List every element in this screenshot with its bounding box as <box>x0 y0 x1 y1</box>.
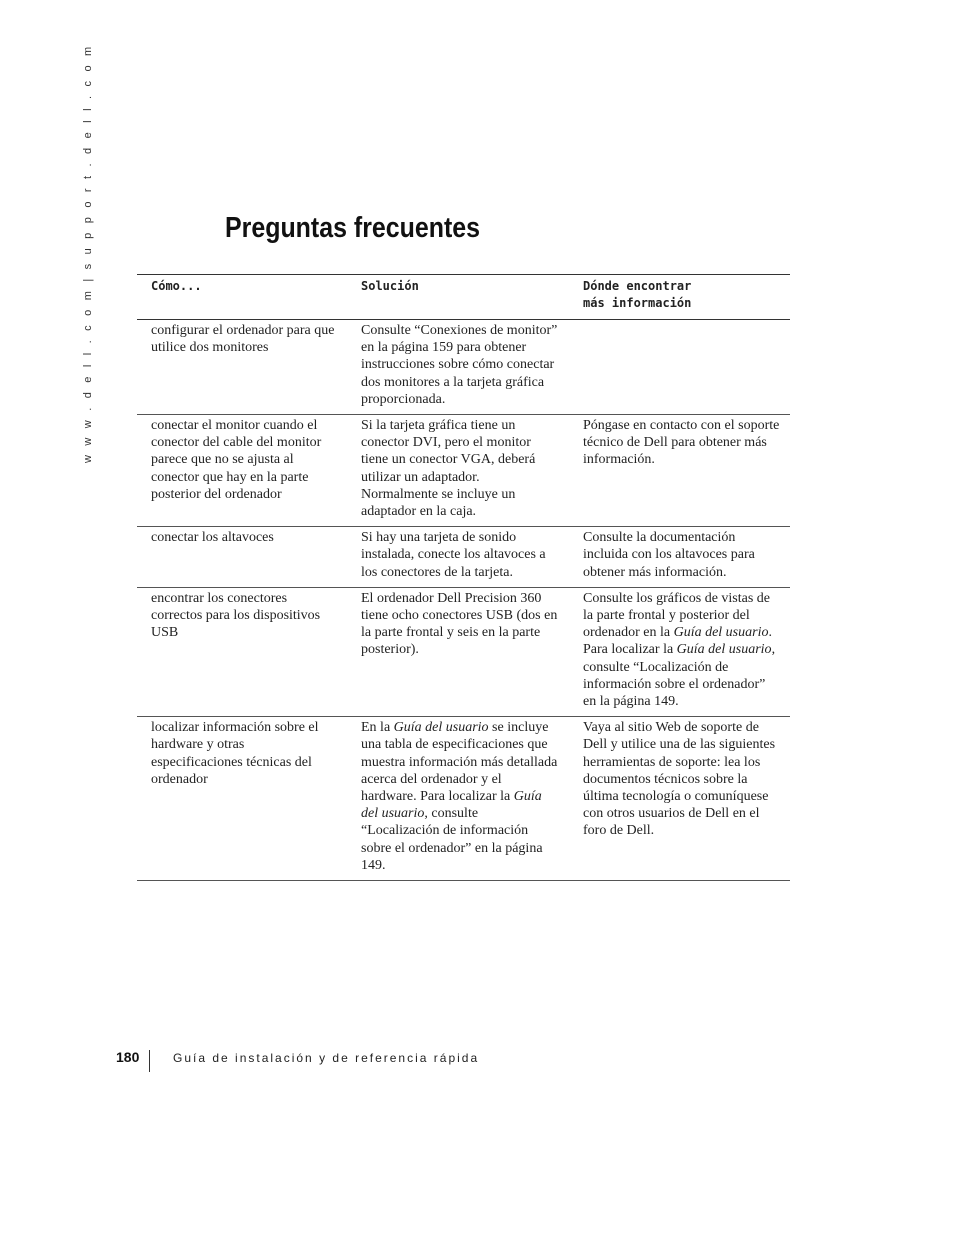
table-row <box>137 415 790 527</box>
text-run: , consulte “Localización de información sobre el ordenador” en la página 149. <box>361 806 543 873</box>
user-guide-ref: Guía del usuario <box>676 642 772 658</box>
cell-more-info <box>569 587 790 716</box>
faq-table <box>137 274 790 881</box>
page-title: Preguntas frecuentes <box>225 212 481 244</box>
column-header-solution: Solución <box>347 275 569 320</box>
cell-how: configurar el ordenador para que utilice dos monitores <box>137 320 347 415</box>
cell-more-info: Póngase en contacto con el soporte técnico de Dell para obtener más información. <box>569 415 790 527</box>
cell-more-info: Consulte la documentación incluida con los altavoces para obtener más información. <box>569 527 790 588</box>
side-url-text: w w w . d e l l . c o m | s u p p o r t . d e l l . c o m <box>82 43 94 463</box>
text-run: se incluye una tabla de especificaciones que muestra información más detallada acerca del ordenador y el hardware. Para localizar la <box>361 720 558 805</box>
text-run: Consulte los gráficos de vistas de la parte frontal y posterior del ordenador en la <box>583 590 771 641</box>
cell-solution <box>347 717 569 881</box>
table-header-row <box>137 275 790 320</box>
table-row <box>137 320 790 415</box>
footer-divider <box>149 1050 150 1072</box>
cell-how: conectar los altavoces <box>137 527 347 588</box>
text-run: , consulte “Localización de información sobre el ordenador” en la página 149. <box>583 642 776 710</box>
text-run: . Para localizar la <box>583 625 772 658</box>
table-row <box>137 717 790 881</box>
footer-title: Guía de instalación y de referencia rápida <box>173 1051 480 1065</box>
column-header-how: Cómo... <box>137 275 347 320</box>
page-number: 180 <box>116 1049 140 1065</box>
cell-solution: Consulte “Conexiones de monitor” en la página 159 para obtener instrucciones sobre cómo conectar dos monitores a la tarjeta gráfica proporcionada. <box>347 320 569 415</box>
cell-how: encontrar los conectores correctos para los dispositivos USB <box>137 587 347 716</box>
user-guide-ref: Guía del usuario <box>673 625 769 641</box>
text-run: En la <box>361 720 394 736</box>
table-row <box>137 587 790 716</box>
cell-more-info: Vaya al sitio Web de soporte de Dell y utilice una de las siguientes herramientas de soporte: lea los documentos técnicos sobre la última tecnología o comuníquese con otros usuarios de Dell en el foro de Dell. <box>569 717 790 881</box>
cell-more-info <box>569 320 790 415</box>
cell-solution: Si hay una tarjeta de sonido instalada, conecte los altavoces a los conectores de la tarjeta. <box>347 527 569 588</box>
column-header-more-info: Dónde encontrar más información <box>569 275 790 320</box>
user-guide-ref: Guía del usuario <box>361 789 542 822</box>
cell-solution: Si la tarjeta gráfica tiene un conector DVI, pero el monitor tiene un conector VGA, deberá utilizar un adaptador. Normalmente se incluye un adaptador en la caja. <box>347 415 569 527</box>
table-row <box>137 527 790 588</box>
cell-solution: El ordenador Dell Precision 360 tiene ocho conectores USB (dos en la parte frontal y seis en la parte posterior). <box>347 587 569 716</box>
cell-how: localizar información sobre el hardware y otras especificaciones técnicas del ordenador <box>137 717 347 881</box>
cell-how: conectar el monitor cuando el conector del cable del monitor parece que no se ajusta al conector que hay en la parte posterior del ordenador <box>137 415 347 527</box>
user-guide-ref: Guía del usuario <box>393 720 489 736</box>
